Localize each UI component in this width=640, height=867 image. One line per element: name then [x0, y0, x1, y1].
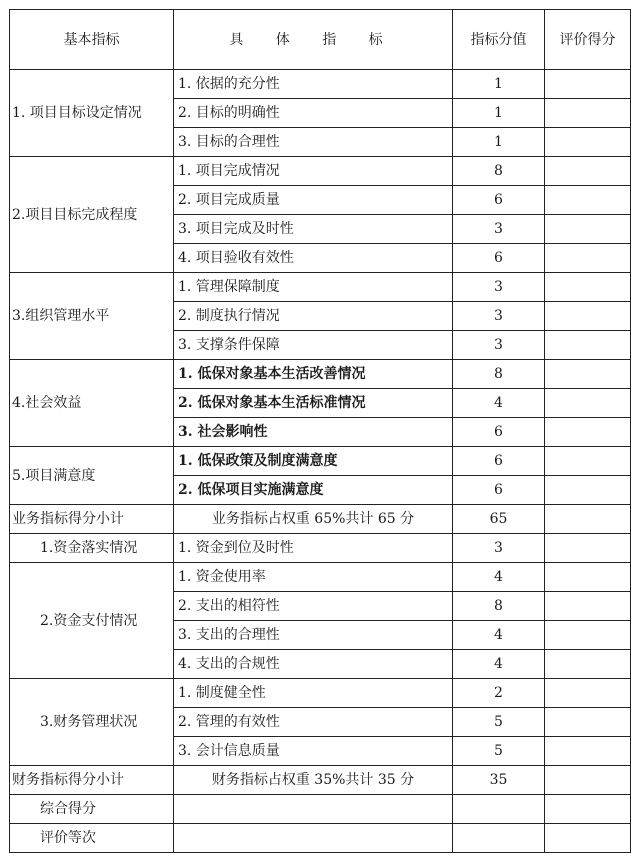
evaluation-score-cell[interactable]	[545, 505, 631, 534]
evaluation-score-cell[interactable]	[545, 563, 631, 592]
evaluation-score-cell[interactable]	[545, 273, 631, 302]
specific-indicator: 2. 目标的明确性	[174, 99, 453, 128]
header-eval: 评价得分	[545, 10, 631, 70]
evaluation-score-cell[interactable]	[545, 766, 631, 795]
evaluation-score-cell[interactable]	[545, 302, 631, 331]
specific-indicator: 1. 资金到位及时性	[174, 534, 453, 563]
basic-indicator: 2.项目目标完成程度	[10, 157, 174, 273]
specific-indicator: 1. 制度健全性	[174, 679, 453, 708]
specific-indicator: 3. 支撑条件保障	[174, 331, 453, 360]
business-subtotal-row-desc: 业务指标占权重 65%共计 65 分	[174, 505, 453, 534]
table-row	[10, 70, 631, 99]
total-score-row-label: 综合得分	[10, 795, 174, 824]
indicator-score: 1	[453, 70, 545, 99]
basic-indicator: 3.财务管理状况	[10, 679, 174, 766]
finance-subtotal-row-desc: 财务指标占权重 35%共计 35 分	[174, 766, 453, 795]
basic-indicator: 2.资金支付情况	[10, 563, 174, 679]
finance-subtotal-row-label: 财务指标得分小计	[10, 766, 174, 795]
indicator-score: 1	[453, 99, 545, 128]
evaluation-score-cell[interactable]	[545, 737, 631, 766]
business-subtotal-row	[10, 505, 631, 534]
specific-indicator: 1. 项目完成情况	[174, 157, 453, 186]
table-row	[10, 157, 631, 186]
total-score-row	[10, 795, 631, 824]
specific-indicator: 2. 项目完成质量	[174, 186, 453, 215]
table-row	[10, 563, 631, 592]
business-subtotal-row-score: 65	[453, 505, 545, 534]
evaluation-score-cell[interactable]	[545, 244, 631, 273]
specific-indicator: 3. 社会影响性	[174, 418, 453, 447]
evaluation-score-cell[interactable]	[545, 679, 631, 708]
specific-indicator: 2. 支出的相符性	[174, 592, 453, 621]
finance-subtotal-row	[10, 766, 631, 795]
evaluation-score-cell[interactable]	[545, 650, 631, 679]
basic-indicator: 5.项目满意度	[10, 447, 174, 505]
empty-cell[interactable]	[174, 824, 453, 853]
table-row	[10, 534, 631, 563]
evaluation-score-cell[interactable]	[545, 99, 631, 128]
specific-indicator: 3. 目标的合理性	[174, 128, 453, 157]
evaluation-score-cell[interactable]	[545, 621, 631, 650]
evaluation-score-cell[interactable]	[545, 708, 631, 737]
specific-indicator: 3. 支出的合理性	[174, 621, 453, 650]
basic-indicator: 3.组织管理水平	[10, 273, 174, 360]
indicator-score: 3	[453, 302, 545, 331]
specific-indicator: 1. 资金使用率	[174, 563, 453, 592]
specific-indicator: 2. 低保项目实施满意度	[174, 476, 453, 505]
indicator-score: 3	[453, 331, 545, 360]
header-specific: 具 体 指 标	[174, 10, 453, 70]
evaluation-score-cell[interactable]	[545, 418, 631, 447]
indicator-score: 2	[453, 679, 545, 708]
indicator-score: 5	[453, 737, 545, 766]
evaluation-score-cell[interactable]	[545, 389, 631, 418]
empty-cell[interactable]	[174, 795, 453, 824]
evaluation-score-cell[interactable]	[545, 360, 631, 389]
indicator-score: 4	[453, 563, 545, 592]
specific-indicator: 3. 项目完成及时性	[174, 215, 453, 244]
indicator-score: 4	[453, 621, 545, 650]
table-row	[10, 273, 631, 302]
basic-indicator: 4.社会效益	[10, 360, 174, 447]
basic-indicator: 1.资金落实情况	[10, 534, 174, 563]
header-row	[10, 10, 631, 70]
indicator-score: 8	[453, 360, 545, 389]
empty-cell[interactable]	[453, 824, 545, 853]
specific-indicator: 2. 管理的有效性	[174, 708, 453, 737]
table-row	[10, 447, 631, 476]
indicator-score: 1	[453, 128, 545, 157]
indicator-score: 3	[453, 273, 545, 302]
empty-cell[interactable]	[545, 795, 631, 824]
specific-indicator: 2. 制度执行情况	[174, 302, 453, 331]
finance-subtotal-row-score: 35	[453, 766, 545, 795]
indicator-score: 6	[453, 418, 545, 447]
indicator-score: 8	[453, 157, 545, 186]
evaluation-score-cell[interactable]	[545, 215, 631, 244]
indicator-score: 3	[453, 534, 545, 563]
business-subtotal-row-label: 业务指标得分小计	[10, 505, 174, 534]
evaluation-score-cell[interactable]	[545, 592, 631, 621]
grade-row	[10, 824, 631, 853]
evaluation-score-cell[interactable]	[545, 476, 631, 505]
specific-indicator: 1. 低保政策及制度满意度	[174, 447, 453, 476]
specific-indicator: 4. 项目验收有效性	[174, 244, 453, 273]
specific-indicator: 1. 依据的充分性	[174, 70, 453, 99]
indicator-score: 6	[453, 476, 545, 505]
indicator-score: 6	[453, 447, 545, 476]
indicator-score: 8	[453, 592, 545, 621]
basic-indicator: 1. 项目目标设定情况	[10, 70, 174, 157]
indicator-score: 6	[453, 244, 545, 273]
evaluation-score-cell[interactable]	[545, 157, 631, 186]
evaluation-score-cell[interactable]	[545, 447, 631, 476]
table-row	[10, 679, 631, 708]
indicator-score: 4	[453, 389, 545, 418]
evaluation-score-cell[interactable]	[545, 70, 631, 99]
evaluation-score-cell[interactable]	[545, 534, 631, 563]
table-row	[10, 360, 631, 389]
empty-cell[interactable]	[545, 824, 631, 853]
evaluation-score-cell[interactable]	[545, 331, 631, 360]
header-score: 指标分值	[453, 10, 545, 70]
indicator-score: 3	[453, 215, 545, 244]
table-body	[10, 70, 631, 853]
indicator-score: 4	[453, 650, 545, 679]
specific-indicator: 4. 支出的合规性	[174, 650, 453, 679]
evaluation-score-cell[interactable]	[545, 128, 631, 157]
empty-cell[interactable]	[453, 795, 545, 824]
header-basic: 基本指标	[10, 10, 174, 70]
evaluation-table	[9, 9, 631, 853]
specific-indicator: 1. 低保对象基本生活改善情况	[174, 360, 453, 389]
indicator-score: 6	[453, 186, 545, 215]
specific-indicator: 3. 会计信息质量	[174, 737, 453, 766]
specific-indicator: 1. 管理保障制度	[174, 273, 453, 302]
indicator-score: 5	[453, 708, 545, 737]
grade-row-label: 评价等次	[10, 824, 174, 853]
evaluation-score-cell[interactable]	[545, 186, 631, 215]
specific-indicator: 2. 低保对象基本生活标准情况	[174, 389, 453, 418]
